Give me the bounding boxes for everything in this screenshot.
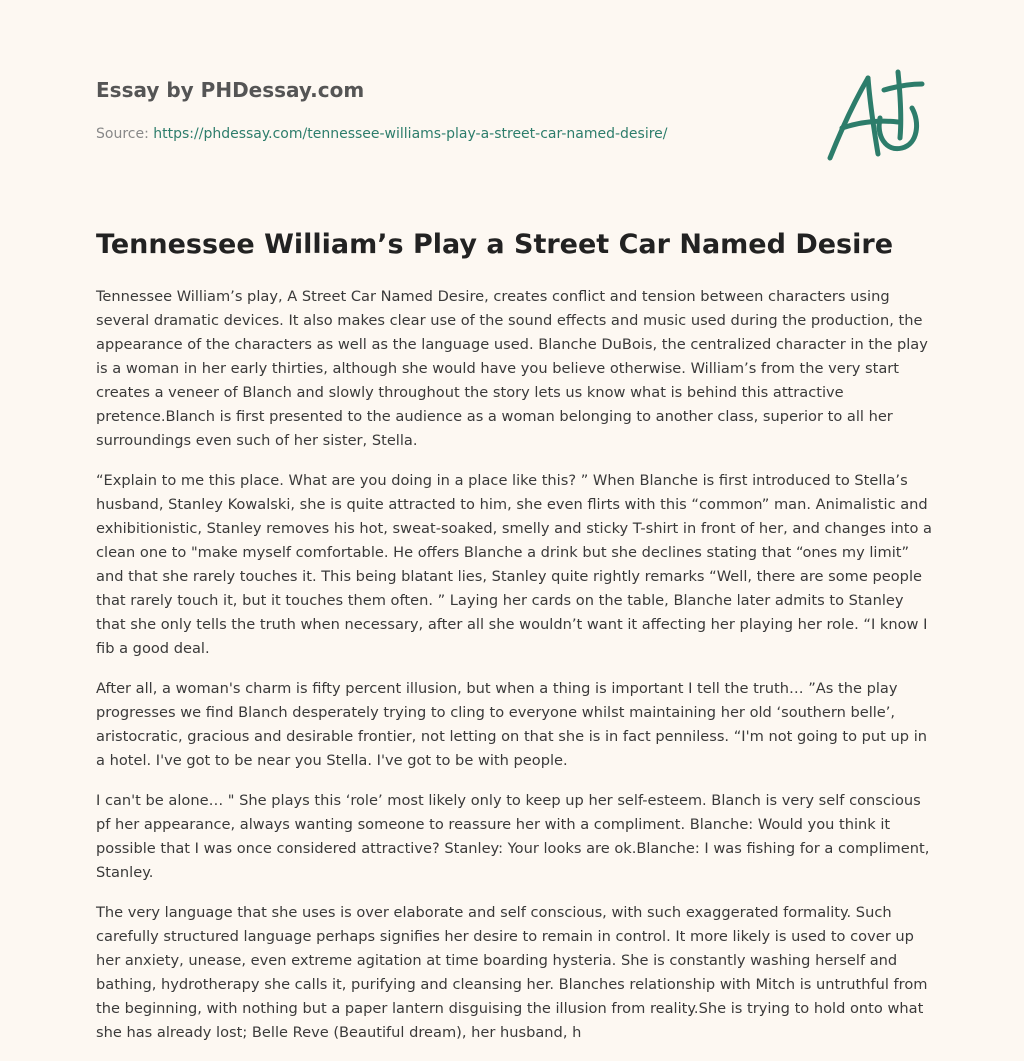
essay-title: Tennessee William’s Play a Street Car Named Desire (96, 229, 894, 260)
essay-paragraph-5: The very language that she uses is over elaborate and self conscious, with such exaggerated formality. Such carefully structured language perhaps signifies her desire to remain in control. It more likely is used to cover up her anxiety, unease, even extreme agitation at time boarding hysteria. She is constantly washing herself and bathing, hydrotherapy she calls it, purifying and cleansing her. Blanches relationship with Mitch is untruthful from the beginning, with nothing but a paper lantern disguising the illusion from reality.She is trying to hold onto what she has already lost; Belle Reve (Beautiful dream), her husband, h (96, 904, 928, 1041)
source-link[interactable]: https://phdessay.com/tennessee-williams-play-a-street-car-named-desire/ (153, 126, 668, 142)
essay-paragraph-2: “Explain to me this place. What are you doing in a place like this? ” When Blanche is first introduced to Stella’s husband, Stanley Kowalski, she is quite attracted to him, she even flirts with this “common” man. Animalistic and exhibitionistic, Stanley removes his hot, sweat-soaked, smelly and sticky T-shirt in front of her, and changes into a clean one to "make myself comfortable. He offers Blanche a drink but she declines stating that “ones my limit” and that she rarely touches it. This being blatant lies, Stanley quite rightly remarks “Well, there are some people that rarely touch it, but it touches them often. ” Laying her cards on the table, Blanche later admits to Stanley that she only tells the truth when necessary, after all she wouldn’t want it affecting her playing her role. “I know I fib a good deal. (96, 472, 933, 657)
essay-paragraph-4: I can't be alone… " She plays this ‘role’ most likely only to keep up her self-esteem. Blanch is very self conscious pf her appearance, always wanting someone to reassure her with a compliment. Blanche: Would you think it possible that I was once considered attractive? Stanley: Your looks are ok.Blanche: I was fishing for a compliment, Stanley. (96, 792, 930, 881)
essay-body (96, 285, 932, 1061)
page-header (96, 76, 796, 144)
essay-paragraph-1: Tennessee William’s play, A Street Car Named Desire, creates conflict and tension between characters using several dramatic devices. It also makes clear use of the sound effects and music used during the production, the appearance of the characters as well as the language used. Blanche DuBois, the centralized character in the play is a woman in her early thirties, although she would have you believe otherwise. William’s from the very start creates a veneer of Blanch and slowly throughout the story lets us know what is behind this attractive pretence.Blanch is first presented to the audience as a woman belonging to another class, superior to all her surroundings even such of her sister, Stella. (96, 288, 928, 449)
source-line (96, 124, 796, 144)
a-plus-logo-icon (820, 66, 930, 166)
site-title: Essay by PHDessay.com (96, 78, 365, 102)
source-label: Source: (96, 126, 154, 142)
essay-paragraph-3: After all, a woman's charm is fifty percent illusion, but when a thing is important I tell the truth… ”As the play progresses we find Blanch desperately trying to cling to everyone whilst maintaining her old ‘southern belle’, aristocratic, gracious and desirable frontier, not letting on that she is in fact penniless. “I'm not going to put up in a hotel. I've got to be near you Stella. I've got to be with people. (96, 680, 927, 769)
